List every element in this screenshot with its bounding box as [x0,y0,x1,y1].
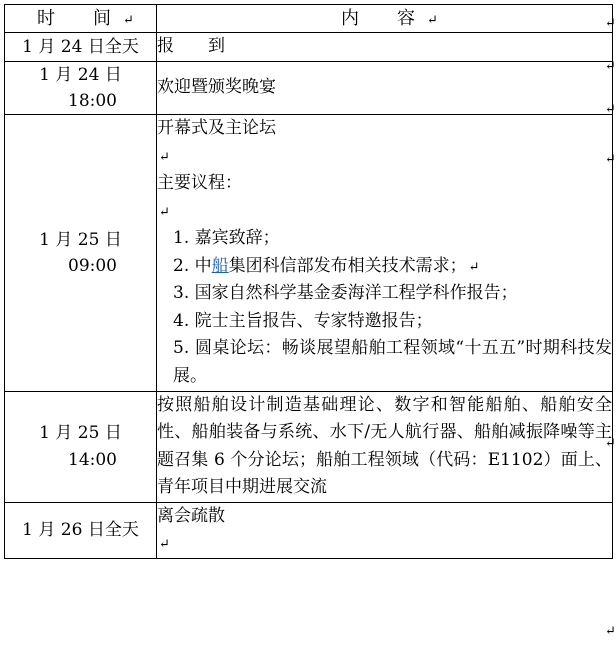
time-cell [5,502,157,558]
pilcrow-mark: ↵ [605,624,616,639]
pilcrow-mark: ↵ [123,13,134,28]
pilcrow-mark: ↵ [605,152,616,167]
content-paragraph: 按照船舶设计制造基础理论、数字和智能船舶、船舶安全性、船舶装备与系统、水下/无人航行器、船舶减振降噪等主题召集 6 个分论坛；船舶工程领域（代码：E1102）面上、青年项目中期进展交流 [157,394,612,498]
pilcrow-mark: ↵ [605,59,616,74]
content-cell [157,61,613,115]
time-line: 1 月 24 日 [39,64,122,85]
table-row [5,61,613,115]
content-line: 1. 嘉宾致辞； [173,228,280,249]
pilcrow-mark: ↵ [605,16,616,31]
table-row [5,502,613,558]
content-cell [157,33,613,62]
pilcrow-mark: ↵ [159,204,170,220]
pilcrow-mark: ↵ [159,149,170,165]
pilcrow-mark: ↵ [159,537,170,553]
pilcrow-mark: ↵ [468,259,480,275]
table-header-row [5,5,613,33]
link-prefix: 2. 中 [173,255,212,276]
time-line: 1 月 25 日 [39,229,122,250]
time-line: 1 月 26 日全天 [22,520,139,541]
header-label-time: 时 间 [37,8,122,29]
content-cell [157,502,613,558]
pilcrow-mark: ↵ [605,436,616,451]
content-paragraph: 5. 圆桌论坛：畅谈展望船舶工程领域“十五五”时期科技发展。 [173,338,612,386]
time-line: 18:00 [68,90,117,111]
table-row [5,391,613,502]
content-line: 报 到 [157,36,225,56]
time-line: 1 月 25 日 [39,423,122,444]
table-row [5,115,613,391]
content-line-with-link [157,253,612,281]
time-cell [5,391,157,502]
time-cell [5,61,157,115]
content-line: 离会疏散 [157,505,225,526]
header-cell-time [5,5,157,33]
pilcrow-mark: ↵ [427,13,438,28]
content-cell [157,115,613,391]
content-line: 欢迎暨颁奖晚宴 [157,77,276,98]
time-line: 14:00 [68,449,117,470]
content-line: 主要议程： [157,173,242,194]
time-cell [5,115,157,391]
time-line: 1 月 24 日全天 [22,36,139,57]
time-cell [5,33,157,62]
time-line: 09:00 [68,255,117,276]
header-label-content: 内 容 [341,8,426,29]
table-row [5,33,613,62]
content-line: 3. 国家自然科学基金委海洋工程学科作报告； [173,283,518,304]
schedule-table [4,4,613,559]
pilcrow-mark: ↵ [605,102,616,117]
link-suffix: 集团科信部发布相关技术需求； [228,255,467,276]
document-page [0,4,616,669]
content-cell [157,391,613,502]
content-line: 开幕式及主论坛 [157,118,276,139]
content-line: 4. 院士主旨报告、专家特邀报告； [173,310,433,331]
hyperlink[interactable]: 船 [211,255,229,276]
header-cell-content [157,5,613,33]
